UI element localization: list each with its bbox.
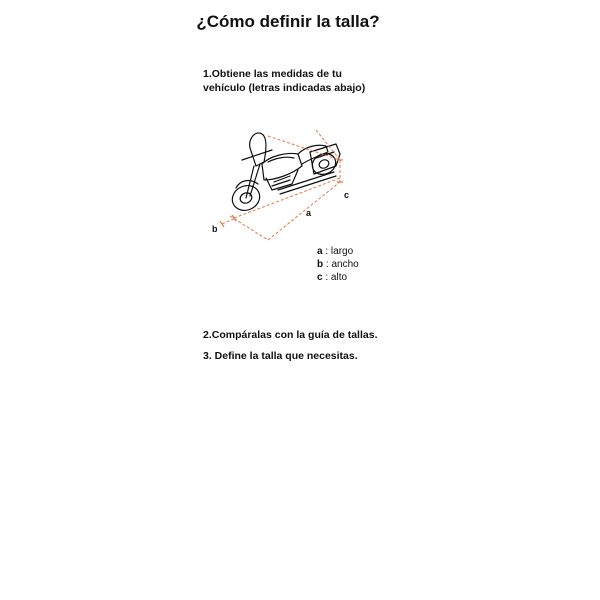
legend-item-c: [317, 271, 359, 284]
motorcycle-dimensions-illustration: [206, 120, 366, 250]
dimension-label-b: b: [212, 224, 218, 234]
dimension-lines: [222, 130, 340, 240]
step-1-line-2: vehículo (letras indicadas abajo): [203, 82, 366, 94]
legend-separator-c: :: [322, 272, 331, 283]
step-1-instruction: [203, 67, 393, 95]
step-2-instruction: 2.Compáralas con la guía de tallas.: [203, 329, 378, 341]
page-title: [0, 12, 600, 32]
dimension-legend: [317, 245, 359, 284]
step-3-instruction: 3. Define la talla que necesitas.: [203, 350, 358, 362]
legend-value-b: ancho: [331, 259, 359, 270]
motorcycle-icon: [228, 133, 340, 215]
legend-item-b: [317, 258, 359, 271]
legend-item-a: [317, 245, 359, 258]
legend-separator-b: :: [323, 259, 332, 270]
step-1-line-1: 1.Obtiene las medidas de tu: [203, 68, 342, 80]
legend-value-a: largo: [330, 246, 354, 257]
legend-key-a: a: [317, 246, 323, 257]
legend-key-c: c: [317, 272, 323, 283]
legend-value-c: alto: [330, 272, 348, 283]
page-title-text: ¿Cómo definir la talla?: [196, 12, 380, 31]
legend-key-b: b: [317, 259, 324, 270]
dimension-label-c: c: [344, 190, 350, 200]
dimension-label-a: a: [306, 208, 312, 218]
legend-separator-a: :: [322, 246, 331, 257]
